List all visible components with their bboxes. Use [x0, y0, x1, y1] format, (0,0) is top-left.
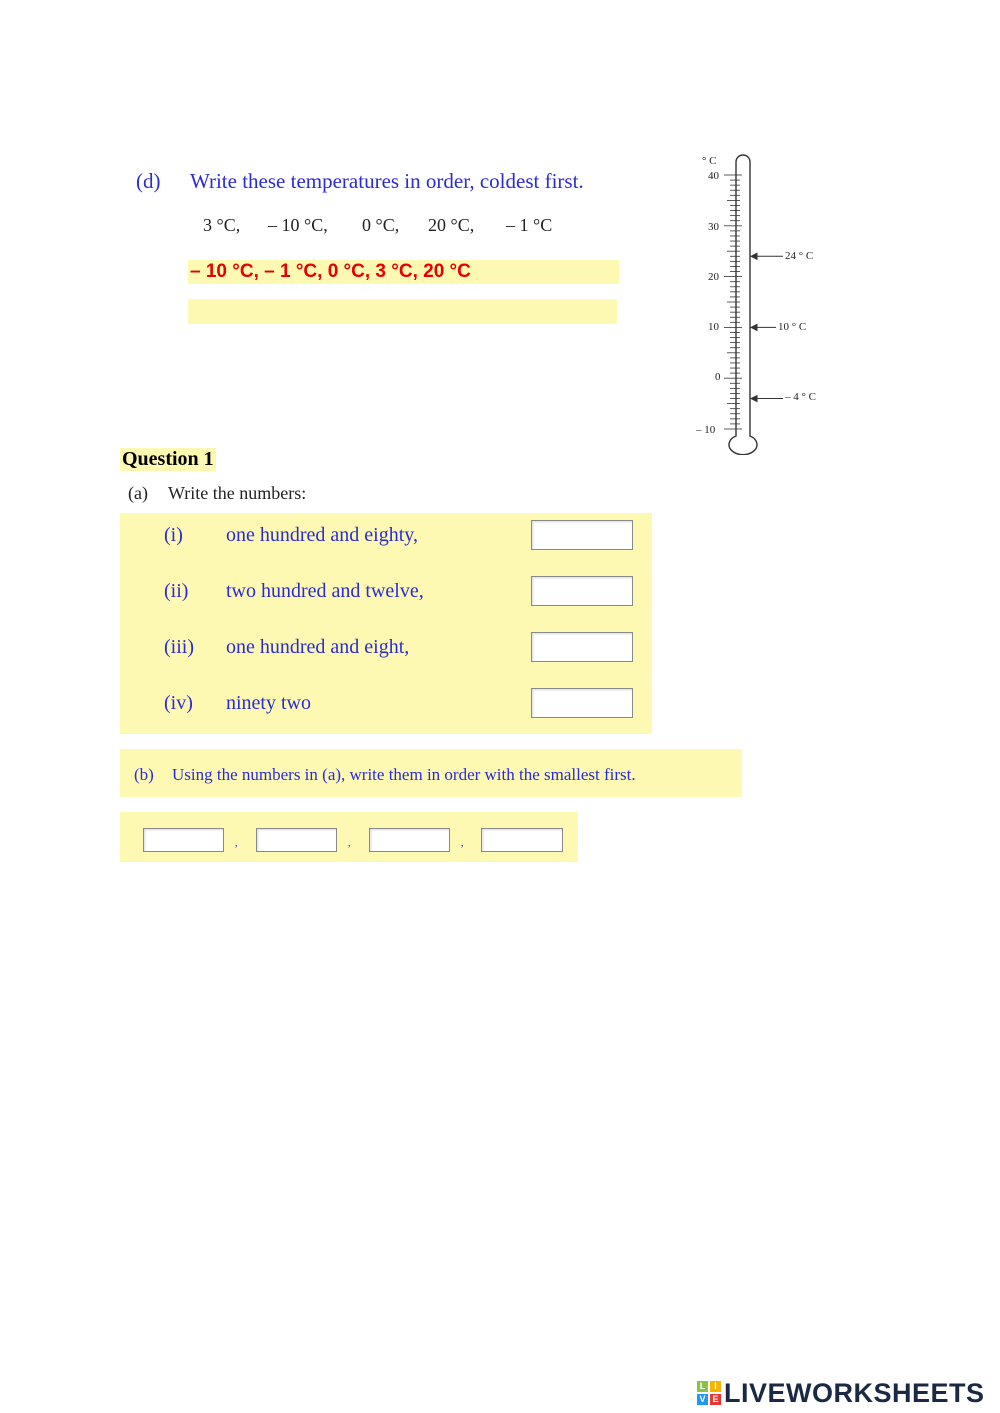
temperature-item: – 1 °C — [506, 215, 553, 235]
temperature-item: – 10 °C, — [268, 215, 328, 235]
order-input-4[interactable] — [481, 828, 563, 852]
logo-badge-letter: L — [697, 1381, 708, 1392]
marker-label: 24 ° C — [785, 250, 814, 262]
logo-text: LIVEWORKSHEETS — [724, 1377, 985, 1408]
logo-badge-letter: I — [710, 1381, 721, 1392]
marker-arrow-head — [751, 396, 757, 402]
order-input-2[interactable] — [256, 828, 337, 852]
temperature-item: 20 °C, — [428, 215, 475, 235]
answer-input-iii[interactable] — [531, 632, 633, 662]
scale-label: 40 — [708, 170, 719, 182]
temperature-item: 0 °C, — [362, 215, 400, 235]
scale-label: 0 — [715, 371, 721, 383]
part-d-answer-field[interactable]: – 10 °C, – 1 °C, 0 °C, 3 °C, 20 °C — [188, 260, 619, 284]
item-number: (iv) — [164, 692, 193, 714]
part-a-label: (a) — [128, 483, 148, 503]
item-text: one hundred and eight, — [226, 636, 410, 658]
question-title: Question 1 — [122, 448, 214, 470]
item-text: two hundred and twelve, — [226, 580, 424, 602]
separator: , — [348, 838, 351, 849]
part-d-blank-field[interactable] — [188, 299, 617, 324]
part-b-label: (b) — [134, 765, 154, 784]
marker-arrow-head — [751, 324, 757, 330]
logo-badge-letter: E — [710, 1394, 721, 1405]
order-input-3[interactable] — [369, 828, 450, 852]
item-number: (ii) — [164, 580, 189, 602]
part-b-instruction: Using the numbers in (a), write them in order with the smallest first. — [172, 765, 636, 784]
item-text: ninety two — [226, 692, 311, 714]
logo-badge-icon — [697, 1381, 721, 1405]
scale-label: 10 — [708, 321, 719, 333]
separator: , — [235, 838, 238, 849]
temperature-item: 3 °C, — [203, 215, 241, 235]
item-number: (iii) — [164, 636, 194, 658]
order-input-1[interactable] — [143, 828, 224, 852]
part-d-label: (d) — [136, 169, 161, 193]
marker-label: – 4 ° C — [785, 391, 816, 403]
part-d-instruction: Write these temperatures in order, coldest first. — [190, 169, 584, 193]
liveworksheets-logo[interactable] — [697, 1377, 985, 1409]
thermometer-unit-label: ° C — [702, 155, 717, 167]
scale-label: – 10 — [696, 424, 716, 436]
separator: , — [461, 838, 464, 849]
answer-input-i[interactable] — [531, 520, 633, 550]
thermometer — [690, 150, 850, 455]
marker-label: 10 ° C — [778, 321, 807, 333]
part-a-instruction: Write the numbers: — [168, 483, 307, 503]
item-text: one hundred and eighty, — [226, 524, 418, 546]
scale-label: 30 — [708, 221, 719, 233]
thermometer-tube — [729, 155, 757, 455]
item-number: (i) — [164, 524, 183, 546]
logo-badge-letter: V — [697, 1394, 708, 1405]
marker-arrow-head — [751, 253, 757, 259]
answer-input-ii[interactable] — [531, 576, 633, 606]
scale-label: 20 — [708, 271, 719, 283]
answer-input-iv[interactable] — [531, 688, 633, 718]
